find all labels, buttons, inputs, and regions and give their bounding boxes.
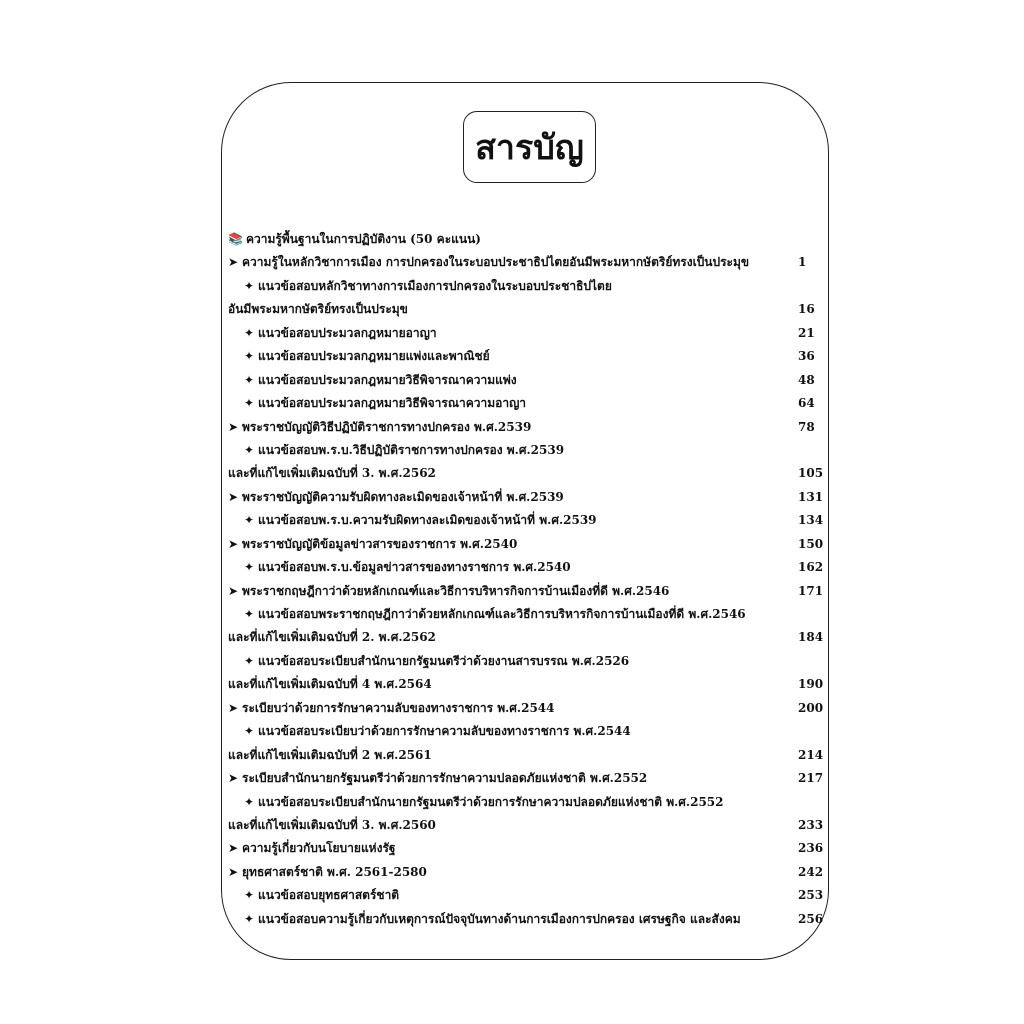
toc-page-number: 236 bbox=[798, 841, 824, 856]
toc-page-number: 131 bbox=[798, 489, 824, 504]
toc-row bbox=[228, 603, 824, 626]
toc-entry-text: แนวข้อสอบประมวลกฎหมายวิธีพิจารณาความแพ่ง bbox=[258, 372, 517, 387]
toc-row bbox=[228, 369, 824, 392]
star-bullet-icon: ✦ bbox=[244, 794, 255, 809]
toc-row bbox=[228, 251, 824, 274]
books-icon: 📚 bbox=[228, 232, 243, 246]
toc-row bbox=[228, 298, 824, 321]
toc-row bbox=[228, 791, 824, 814]
toc-entry-text: พระราชบัญญัติวิธีปฏิบัติราชการทางปกครอง พ.ศ.2539 bbox=[242, 419, 532, 434]
toc-entry-text: ความรู้ในหลักวิชาการเมือง การปกครองในระบอบประชาธิปไตยอันมีพระมหากษัตริย์ทรงเป็นประมุข bbox=[242, 255, 750, 270]
star-bullet-icon: ✦ bbox=[244, 372, 255, 387]
toc-row bbox=[228, 814, 824, 837]
toc-entry-text: พระราชบัญญัติข้อมูลข่าวสารของราชการ พ.ศ.2540 bbox=[242, 536, 518, 551]
toc-page-number: 78 bbox=[798, 419, 815, 434]
star-bullet-icon: ✦ bbox=[244, 653, 255, 668]
star-bullet-icon: ✦ bbox=[244, 888, 255, 903]
toc-entry-text: ระเบียบสำนักนายกรัฐมนตรีว่าด้วยการรักษาความปลอดภัยแห่งชาติ พ.ศ.2552 bbox=[242, 771, 648, 786]
toc-entry-text: แนวข้อสอบประมวลกฎหมายแพ่งและพาณิชย์ bbox=[258, 349, 490, 364]
star-bullet-icon: ✦ bbox=[244, 442, 255, 457]
toc-page-number: 64 bbox=[798, 396, 815, 411]
table-of-contents bbox=[228, 228, 824, 931]
toc-page-number: 200 bbox=[798, 700, 824, 715]
toc-page-number: 256 bbox=[798, 911, 824, 926]
toc-row bbox=[228, 884, 824, 907]
toc-entry-text: แนวข้อสอบพ.ร.บ.ข้อมูลข่าวสารของทางราชการ พ.ศ.2540 bbox=[258, 560, 571, 575]
arrow-bullet-icon: ➤ bbox=[228, 255, 239, 270]
toc-page-number: 171 bbox=[798, 583, 824, 598]
toc-entry-text: แนวข้อสอบระเบียบว่าด้วยการรักษาความลับของทางราชการ พ.ศ.2544 bbox=[258, 724, 631, 739]
toc-entry-text: พระราชกฤษฎีกาว่าด้วยหลักเกณฑ์และวิธีการบริหารกิจการบ้านเมืองที่ดี พ.ศ.2546 bbox=[242, 583, 670, 598]
arrow-bullet-icon: ➤ bbox=[228, 419, 239, 434]
toc-page-number: 134 bbox=[798, 513, 824, 528]
star-bullet-icon: ✦ bbox=[244, 325, 255, 340]
toc-row bbox=[228, 345, 824, 368]
star-bullet-icon: ✦ bbox=[244, 724, 255, 739]
toc-page-number: 184 bbox=[798, 630, 824, 645]
toc-row bbox=[228, 697, 824, 720]
arrow-bullet-icon: ➤ bbox=[228, 771, 239, 786]
toc-row bbox=[228, 837, 824, 860]
toc-row bbox=[228, 720, 824, 743]
toc-page-number: 105 bbox=[798, 466, 824, 481]
star-bullet-icon: ✦ bbox=[244, 349, 255, 364]
toc-row bbox=[228, 439, 824, 462]
page-title bbox=[463, 111, 596, 183]
toc-page-number: 253 bbox=[798, 888, 824, 903]
toc-page-number: 36 bbox=[798, 349, 815, 364]
toc-entry-text: แนวข้อสอบประมวลกฎหมายอาญา bbox=[258, 325, 437, 340]
toc-entry-text: แนวข้อสอบพระราชกฤษฎีกาว่าด้วยหลักเกณฑ์และวิธีการบริหารกิจการบ้านเมืองที่ดี พ.ศ.2546 bbox=[258, 607, 746, 621]
toc-row bbox=[228, 744, 824, 767]
toc-row bbox=[228, 626, 824, 649]
toc-row bbox=[228, 861, 824, 884]
toc-row bbox=[228, 322, 824, 345]
arrow-bullet-icon: ➤ bbox=[228, 864, 239, 879]
arrow-bullet-icon: ➤ bbox=[228, 583, 239, 598]
toc-page-number: 48 bbox=[798, 372, 815, 387]
toc-entry-text: แนวข้อสอบหลักวิชาทางการเมืองการปกครองในระบอบประชาธิปไตย bbox=[258, 278, 612, 293]
toc-page-number: 190 bbox=[798, 677, 824, 692]
toc-page-number: 1 bbox=[798, 255, 807, 270]
toc-page-number: 21 bbox=[798, 325, 815, 340]
toc-page-number: 16 bbox=[798, 302, 815, 317]
toc-entry-text: พระราชบัญญัติความรับผิดทางละเมิดของเจ้าหน้าที่ พ.ศ.2539 bbox=[242, 489, 564, 504]
toc-entry-text: ยุทธศาสตร์ชาติ พ.ศ. 2561-2580 bbox=[242, 864, 427, 879]
toc-entry-text: แนวข้อสอบพ.ร.บ.วิธีปฏิบัติราชการทางปกครอง พ.ศ.2539 bbox=[258, 442, 565, 457]
star-bullet-icon: ✦ bbox=[244, 513, 255, 528]
toc-page-number: 217 bbox=[798, 771, 824, 786]
star-bullet-icon: ✦ bbox=[244, 396, 255, 411]
toc-row bbox=[228, 580, 824, 603]
arrow-bullet-icon: ➤ bbox=[228, 841, 239, 856]
toc-entry-text: แนวข้อสอบยุทธศาสตร์ชาติ bbox=[258, 888, 400, 903]
toc-row bbox=[228, 486, 824, 509]
toc-page-number: 150 bbox=[798, 536, 824, 551]
toc-page-number: 162 bbox=[798, 560, 824, 575]
toc-entry-text: และที่แก้ไขเพิ่มเติมฉบับที่ 4 พ.ศ.2564 bbox=[228, 677, 432, 692]
star-bullet-icon: ✦ bbox=[244, 607, 255, 621]
toc-entry-text: ระเบียบว่าด้วยการรักษาความลับของทางราชการ พ.ศ.2544 bbox=[242, 700, 555, 715]
toc-entry-text: และที่แก้ไขเพิ่มเติมฉบับที่ 2 พ.ศ.2561 bbox=[228, 747, 432, 762]
page-title-text: สารบัญ bbox=[475, 128, 584, 168]
toc-entry-text: ความรู้เกี่ยวกับนโยบายแห่งรัฐ bbox=[242, 841, 396, 856]
star-bullet-icon: ✦ bbox=[244, 560, 255, 575]
toc-row bbox=[228, 416, 824, 439]
arrow-bullet-icon: ➤ bbox=[228, 700, 239, 715]
arrow-bullet-icon: ➤ bbox=[228, 489, 239, 504]
toc-entry-text: อันมีพระมหากษัตริย์ทรงเป็นประมุข bbox=[228, 302, 408, 317]
toc-entry-text: แนวข้อสอบระเบียบสำนักนายกรัฐมนตรีว่าด้วยงานสารบรรณ พ.ศ.2526 bbox=[258, 653, 630, 668]
toc-row bbox=[228, 556, 824, 579]
toc-entry-text: แนวข้อสอบระเบียบสำนักนายกรัฐมนตรีว่าด้วยการรักษาความปลอดภัยแห่งชาติ พ.ศ.2552 bbox=[258, 794, 724, 809]
toc-row bbox=[228, 275, 824, 298]
section-heading bbox=[228, 228, 824, 251]
star-bullet-icon: ✦ bbox=[244, 911, 255, 926]
toc-entry-text: แนวข้อสอบความรู้เกี่ยวกับเหตุการณ์ปัจจุบันทางด้านการเมืองการปกครอง เศรษฐกิจ และสังคม bbox=[258, 911, 741, 926]
toc-row bbox=[228, 509, 824, 532]
toc-page-number: 214 bbox=[798, 747, 824, 762]
toc-entry-text: และที่แก้ไขเพิ่มเติมฉบับที่ 3. พ.ศ.2562 bbox=[228, 466, 436, 481]
toc-entry-text: แนวข้อสอบประมวลกฎหมายวิธีพิจารณาความอาญา bbox=[258, 396, 527, 411]
arrow-bullet-icon: ➤ bbox=[228, 536, 239, 551]
toc-row bbox=[228, 767, 824, 790]
toc-entry-text: แนวข้อสอบพ.ร.บ.ความรับผิดทางละเมิดของเจ้าหน้าที่ พ.ศ.2539 bbox=[258, 513, 597, 528]
toc-entry-text: และที่แก้ไขเพิ่มเติมฉบับที่ 3. พ.ศ.2560 bbox=[228, 817, 436, 832]
star-bullet-icon: ✦ bbox=[244, 278, 255, 293]
toc-row bbox=[228, 673, 824, 696]
toc-row bbox=[228, 462, 824, 485]
toc-page-number: 242 bbox=[798, 864, 824, 879]
toc-row bbox=[228, 908, 824, 931]
toc-row bbox=[228, 533, 824, 556]
toc-entry-text: และที่แก้ไขเพิ่มเติมฉบับที่ 2. พ.ศ.2562 bbox=[228, 630, 436, 645]
toc-row bbox=[228, 392, 824, 415]
section-heading-text: ความรู้พื้นฐานในการปฏิบัติงาน (50 คะแนน) bbox=[246, 232, 481, 246]
toc-page-number: 233 bbox=[798, 817, 824, 832]
toc-row bbox=[228, 650, 824, 673]
